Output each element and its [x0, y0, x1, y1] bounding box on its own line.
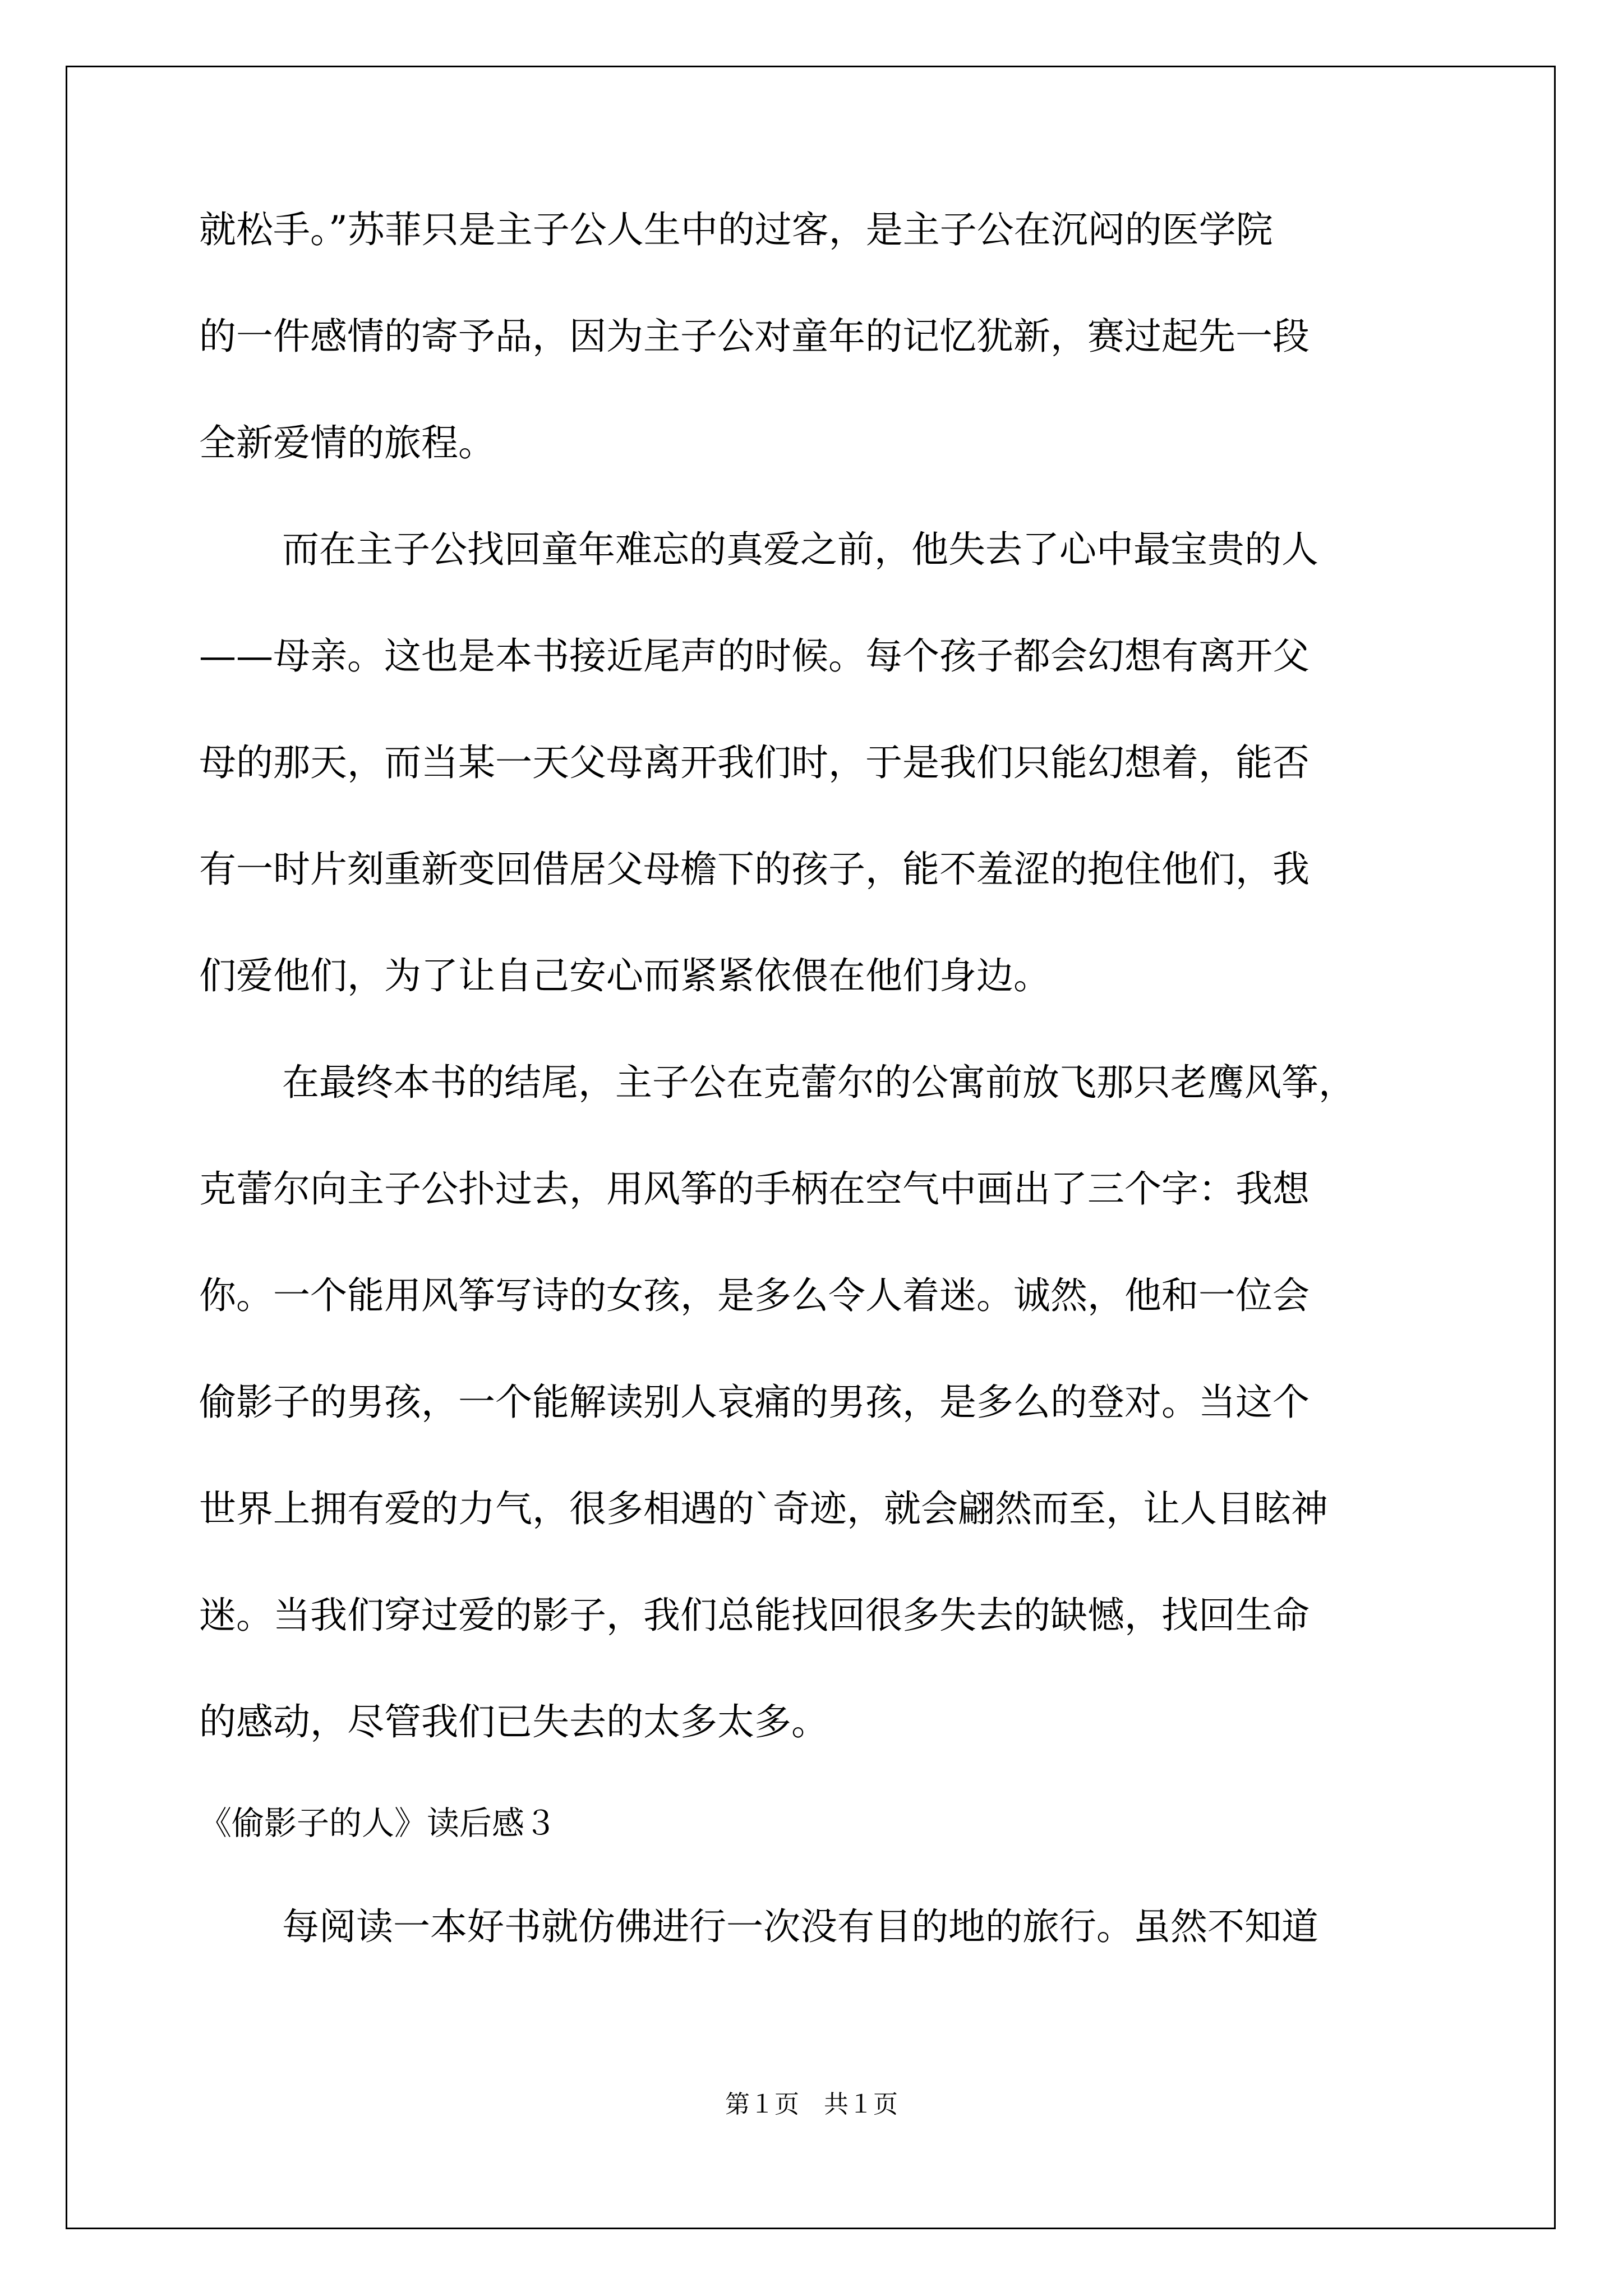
- paragraph-line: 母的那天，而当某一天父母离开我们时，于是我们只能幻想着，能否: [199, 741, 1310, 784]
- section-heading: 《偷影子的人》读后感３: [199, 1804, 557, 1842]
- paragraph-line: 的一件感情的寄予品，因为主子公对童年的记忆犹新，赛过起先一段: [199, 315, 1310, 358]
- paragraph-line: 就松手。”苏菲只是主子公人生中的过客，是主子公在沉闷的医学院: [199, 208, 1273, 251]
- paragraph-line: 你。一个能用风筝写诗的女孩，是多么令人着迷。诚然，他和一位会: [199, 1274, 1310, 1317]
- page-number-footer: 第１页 共１页: [725, 2090, 898, 2119]
- paragraph-line: 在最终本书的结尾，主子公在克蕾尔的公寓前放飞那只老鹰风筝，: [282, 1061, 1355, 1104]
- paragraph-line: 而在主子公找回童年难忘的真爱之前，他失去了心中最宝贵的人: [282, 528, 1318, 571]
- paragraph-line: 有一时片刻重新变回借居父母檐下的孩子，能不羞涩的抱住他们，我: [199, 848, 1310, 891]
- paragraph-line: 的感动，尽管我们已失去的太多太多。: [199, 1700, 828, 1743]
- paragraph-line: 迷。当我们穿过爱的影子，我们总能找回很多失去的缺憾，找回生命: [199, 1594, 1310, 1637]
- paragraph-line: ——母亲。这也是本书接近尾声的时候。每个孩子都会幻想有离开父: [199, 634, 1310, 678]
- paragraph-line: 偷影子的男孩，一个能解读别人哀痛的男孩，是多么的登对。当这个: [199, 1381, 1310, 1424]
- paragraph-line: 世界上拥有爱的力气，很多相遇的`奇迹，就会翩然而至，让人目眩神: [199, 1487, 1328, 1530]
- paragraph-line: 克蕾尔向主子公扑过去，用风筝的手柄在空气中画出了三个字：我想: [199, 1167, 1310, 1211]
- paragraph-line: 全新爱情的旅程。: [199, 421, 495, 464]
- paragraph-line: 们爱他们，为了让自己安心而紧紧依偎在他们身边。: [199, 954, 1050, 997]
- paragraph-line: 每阅读一本好书就仿佛进行一次没有目的地的旅行。虽然不知道: [282, 1905, 1318, 1948]
